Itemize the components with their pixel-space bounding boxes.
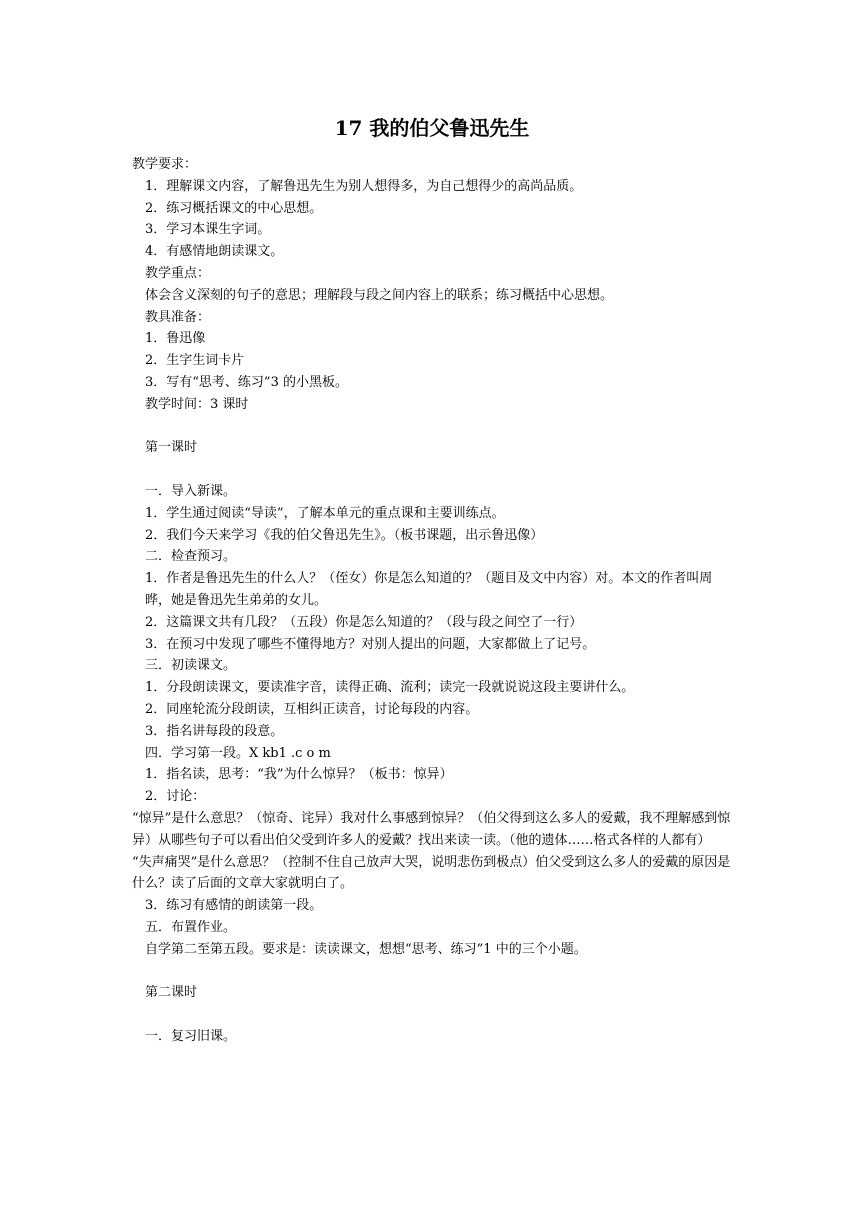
blank-line [132, 459, 732, 481]
text-line: 3．写有“思考、练习”3 的小黑板。 [145, 374, 348, 390]
text-line: 2．生字生词卡片 [145, 353, 245, 369]
text-line: 第二课时 [145, 985, 198, 1001]
text-line: 一．复习旧课。 [145, 1028, 237, 1044]
text-line: “惊异”是什么意思？（惊奇、诧异）我对什么事感到惊异？（伯父得到这么多人的爱戴，我不理解感到惊异）从哪些句子可以看出伯父受到许多人的爱戴？找出来读一读。（他的遗体……格式各样的人都有） [132, 810, 731, 848]
text-line: 2．讨论： [145, 789, 206, 805]
text-line: 4．有感情地朗读课文。 [145, 244, 284, 260]
text-line: 1．理解课文内容，了解鲁迅先生为别人想得多，为自己想得少的高尚品质。 [145, 178, 583, 194]
text-line: 1．学生通过阅读“导读”，了解本单元的重点课和主要训练点。 [145, 505, 505, 521]
text-line: 3．练习有感情的朗读第一段。 [145, 898, 323, 914]
text-line: 第一课时 [145, 440, 198, 456]
text-line: 自学第二至第五段。要求是：读读课文，想想“思考、练习”1 中的三个小题。 [145, 941, 587, 957]
text-line: 体会含义深刻的句子的意思；理解段与段之间内容上的联系；练习概括中心思想。 [145, 287, 614, 303]
text-line: 四．学习第一段。X kb1 .c o m [145, 745, 331, 761]
blank-line [132, 960, 732, 982]
document-page [132, 116, 732, 1048]
text-line: 3．指名讲每段的段意。 [145, 723, 284, 739]
text-line: 五．布置作业。 [145, 919, 237, 935]
blank-line [132, 416, 732, 438]
text-line: 教学时间：3 课时 [145, 396, 249, 412]
text-line: 教学要求： [132, 157, 198, 172]
text-line: 1．鲁迅像 [145, 331, 206, 347]
text-line: 二．检查预习。 [145, 549, 237, 565]
text-line: 教学重点： [145, 265, 211, 281]
document-title: 17 我的伯父鲁迅先生 [334, 116, 530, 140]
text-line: 1．分段朗读课文，要读准字音，读得正确、流利；读完一段就说说这段主要讲什么。 [145, 680, 635, 696]
text-line: 1．指名读，思考：“我”为什么惊异？（板书：惊异） [145, 767, 453, 783]
document-body [132, 154, 732, 1048]
text-line: 3．学习本课生字词。 [145, 222, 271, 238]
text-line: 2．同座轮流分段朗读，互相纠正读音，讨论每段的内容。 [145, 701, 479, 717]
blank-line [132, 1004, 732, 1026]
text-line: 一．导入新课。 [145, 483, 237, 499]
text-line: 3．在预习中发现了哪些不懂得地方？对别人提出的问题，大家都做上了记号。 [145, 636, 596, 652]
text-line: 2．这篇课文共有几段？（五段）你是怎么知道的？（段与段之间空了一行） [145, 614, 583, 630]
text-line: 2．练习概括课文的中心思想。 [145, 200, 323, 216]
text-line: “失声痛哭”是什么意思？（控制不住自己放声大哭，说明悲伤到极点）伯父受到这么多人的爱戴的原因是什么？读了后面的文章大家就明白了。 [132, 854, 731, 892]
text-line: 2．我们今天来学习《我的伯父鲁迅先生》。（板书课题，出示鲁迅像） [145, 527, 544, 543]
text-line: 三．初读课文。 [145, 658, 237, 674]
text-line: 1．作者是鲁迅先生的什么人？（侄女）你是怎么知道的？（题目及文中内容）对。本文的作者叫周晔，她是鲁迅先生弟弟的女儿。 [145, 571, 713, 608]
text-line: 教具准备： [145, 309, 211, 325]
